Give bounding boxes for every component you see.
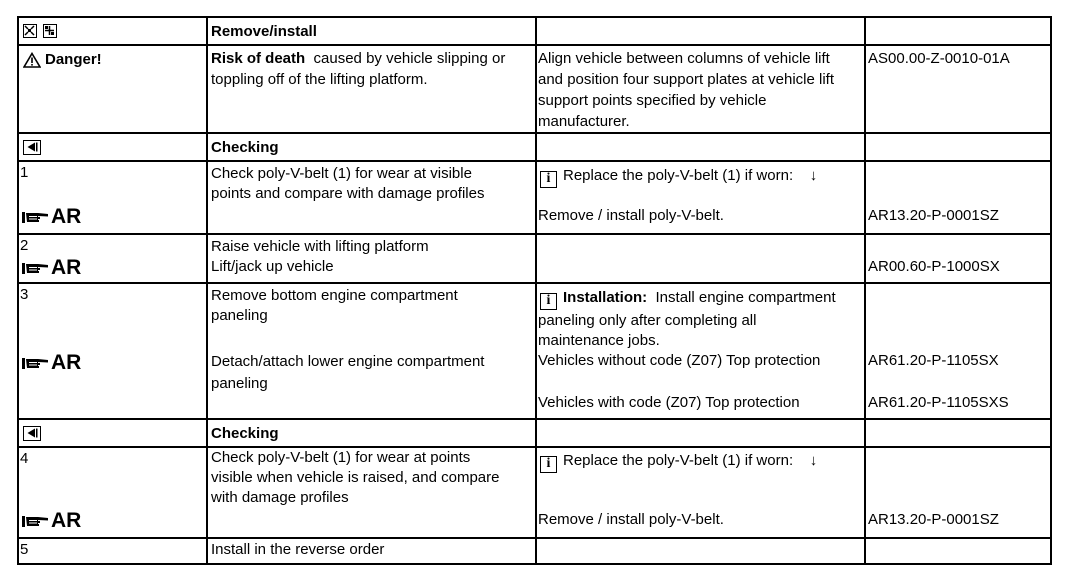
step-number: 5: [20, 541, 29, 558]
page-title: Remove/install: [211, 23, 317, 40]
document-reference[interactable]: AR61.20-P-1105SXS: [868, 394, 1009, 411]
procedure-link[interactable]: Remove / install poly-V-belt.: [538, 207, 724, 224]
step-note: Replace the poly-V-belt (1) if worn:: [563, 167, 794, 184]
step-text-line: Check poly-V-belt (1) for wear at points: [211, 449, 471, 466]
step-note: paneling only after completing all: [538, 312, 757, 329]
step-number: 3: [20, 286, 29, 303]
step-text-cell: [206, 446, 535, 539]
step-note-cell: [535, 446, 864, 539]
step-note: maintenance jobs.: [538, 332, 660, 349]
step-number: 1: [20, 164, 29, 181]
empty-cell: [864, 132, 1052, 162]
pointing-hand-icon: [21, 209, 49, 225]
step-text-line: Raise vehicle with lifting platform: [211, 238, 429, 255]
ar-label: AR: [51, 351, 82, 374]
step-note-cell: [535, 160, 864, 235]
step-text-cell: [206, 160, 535, 235]
checking-arrow-icon: [23, 426, 41, 441]
step-note: Install engine compartment: [655, 289, 836, 306]
info-icon: i: [540, 456, 557, 473]
document-reference[interactable]: AR13.20-P-0001SZ: [868, 207, 999, 224]
step-number-cell: [17, 160, 206, 235]
pointing-hand-icon: [21, 260, 49, 276]
header-title-cell: [206, 16, 535, 46]
table-border: [1050, 16, 1052, 565]
ar-link[interactable]: [21, 352, 81, 374]
empty-cell: [535, 537, 864, 565]
pointing-hand-icon: [21, 355, 49, 371]
ar-label: AR: [51, 205, 82, 228]
ar-label: AR: [51, 509, 82, 532]
checking-arrow-icon: [23, 140, 41, 155]
section-icon-cell: [17, 132, 206, 162]
danger-instruction-line: support points specified by vehicle: [538, 92, 767, 109]
empty-cell: [864, 418, 1052, 448]
step-ref-cell: [864, 233, 1052, 284]
vehicle-variant: Vehicles with code (Z07) Top protection: [538, 394, 800, 411]
step-note-label: Installation:: [563, 289, 648, 306]
arrow-down-icon: ↓: [809, 167, 818, 184]
step-ref-cell: [864, 282, 1052, 420]
step-text-line: paneling: [211, 375, 268, 392]
step-number: 4: [20, 450, 29, 467]
pointing-hand-icon: [21, 513, 49, 529]
step-number-cell: [17, 446, 206, 539]
procedure-table: [17, 16, 1052, 565]
document-reference[interactable]: AR61.20-P-1105SX: [868, 352, 999, 369]
step-text-cell: [206, 537, 535, 565]
step-text-line: visible when vehicle is raised, and compare: [211, 469, 500, 486]
danger-ref-cell: [864, 44, 1052, 134]
header-empty-cell: [535, 16, 864, 46]
section-title-cell: [206, 132, 535, 162]
step-number-cell: [17, 282, 206, 420]
empty-cell: [535, 418, 864, 448]
warning-triangle-icon: [23, 52, 41, 68]
empty-cell: [535, 132, 864, 162]
danger-text-cell: [206, 44, 535, 134]
document-reference[interactable]: AS00.00-Z-0010-01A: [868, 50, 1010, 67]
danger-instruction-line: Align vehicle between columns of vehicle lift: [538, 50, 830, 67]
arrow-down-icon: ↓: [809, 452, 818, 469]
ar-link[interactable]: [21, 510, 81, 532]
info-icon: i: [540, 171, 557, 188]
section-icon-cell: [17, 418, 206, 448]
header-empty-cell: [864, 16, 1052, 46]
procedure-link[interactable]: Remove / install poly-V-belt.: [538, 511, 724, 528]
step-text-line: Check poly-V-belt (1) for wear at visible: [211, 165, 472, 182]
empty-cell: [864, 537, 1052, 565]
section-title: Checking: [211, 425, 279, 442]
danger-text: toppling off of the lifting platform.: [211, 71, 428, 88]
header-icons-cell: [17, 16, 206, 46]
step-number: 2: [20, 237, 29, 254]
step-text-cell: [206, 282, 535, 420]
step-text-line: points and compare with damage profiles: [211, 185, 485, 202]
workshop-grid-icon: [43, 24, 57, 38]
step-note-cell: [535, 282, 864, 420]
danger-instruction-line: and position four support plates at vehicle lift: [538, 71, 835, 88]
danger-heading: Risk of death: [211, 50, 306, 67]
empty-cell: [535, 233, 864, 284]
step-text-line: Lift/jack up vehicle: [211, 258, 334, 275]
step-number-cell: [17, 233, 206, 284]
danger-label: Danger!: [45, 51, 102, 68]
danger-label-cell: [17, 44, 206, 134]
document-reference[interactable]: AR13.20-P-0001SZ: [868, 511, 999, 528]
danger-instruction-line: manufacturer.: [538, 113, 630, 130]
step-text-cell: [206, 233, 535, 284]
step-text-line: Remove bottom engine compartment: [211, 287, 458, 304]
step-note: Replace the poly-V-belt (1) if worn:: [563, 452, 794, 469]
document-reference[interactable]: AR00.60-P-1000SX: [868, 258, 1000, 275]
vehicle-variant: Vehicles without code (Z07) Top protection: [538, 352, 821, 369]
ar-link[interactable]: [21, 257, 81, 279]
step-text-line: with damage profiles: [211, 489, 349, 506]
step-ref-cell: [864, 160, 1052, 235]
section-title-cell: [206, 418, 535, 448]
step-text-line: Install in the reverse order: [211, 541, 385, 558]
danger-instruction-cell: [535, 44, 864, 134]
info-icon: i: [540, 293, 557, 310]
danger-text: caused by vehicle slipping or: [313, 50, 506, 67]
step-number-cell: [17, 537, 206, 565]
step-ref-cell: [864, 446, 1052, 539]
workshop-grid-icon: [23, 24, 37, 38]
table-border: [17, 563, 1052, 565]
ar-label: AR: [51, 256, 82, 279]
ar-link[interactable]: [21, 206, 81, 228]
step-text-line: Detach/attach lower engine compartment: [211, 353, 485, 370]
step-text-line: paneling: [211, 307, 268, 324]
section-title: Checking: [211, 139, 279, 156]
